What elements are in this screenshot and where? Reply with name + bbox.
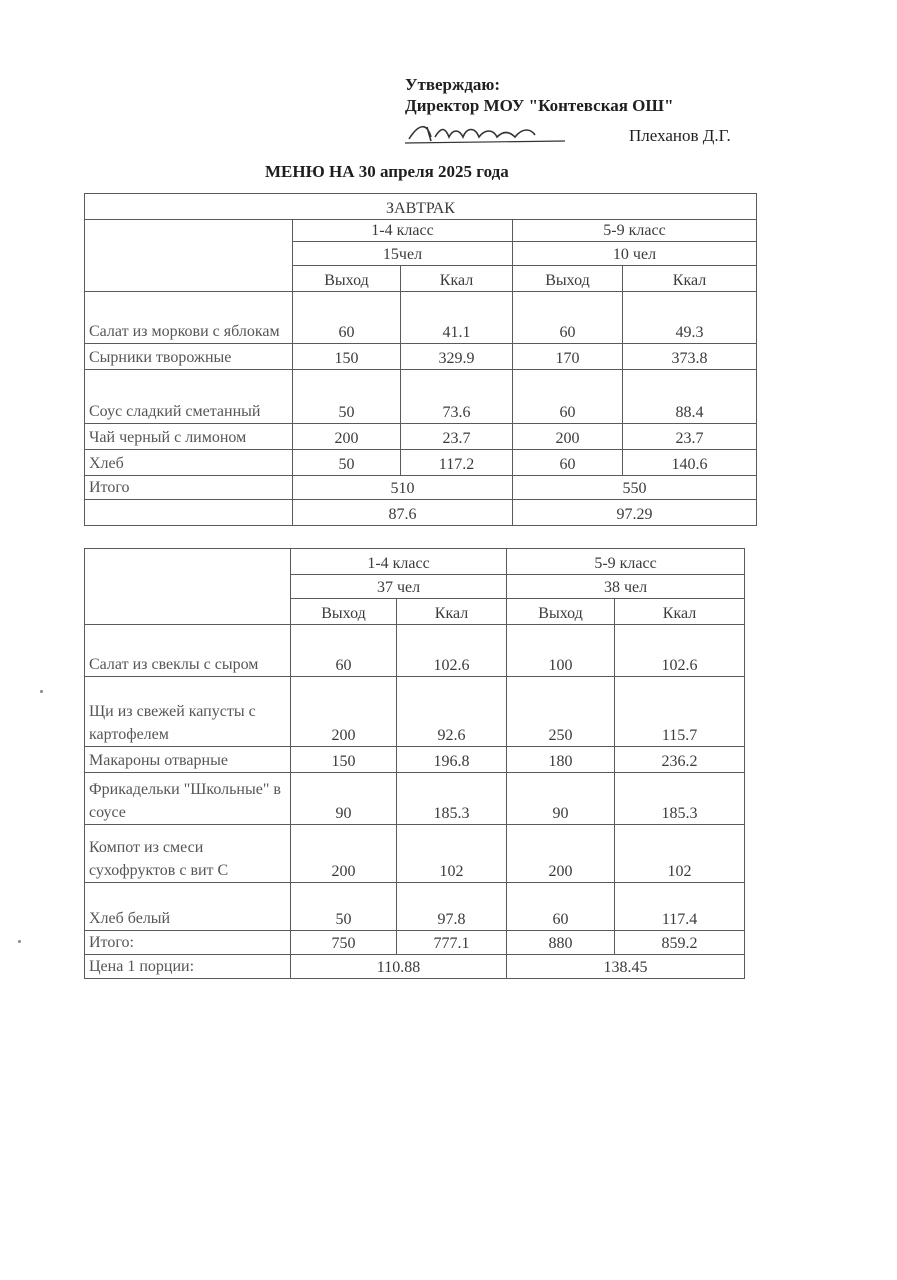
dish-name: Салат из моркови с яблокам — [85, 292, 293, 344]
out-value: 180 — [507, 747, 615, 773]
out-value: 200 — [291, 677, 397, 747]
kcal-value: 102.6 — [615, 625, 745, 677]
out-value: 60 — [513, 292, 623, 344]
out-value: 100 — [507, 625, 615, 677]
total-label: Итого — [85, 476, 293, 500]
kcal-value: 23.7 — [401, 424, 513, 450]
out-value: 90 — [507, 773, 615, 825]
approval-heading: Утверждаю: — [405, 75, 501, 94]
col-header-out: Выход — [513, 266, 623, 292]
kcal-value: 49.3 — [623, 292, 757, 344]
out-value: 60 — [293, 292, 401, 344]
breakfast-heading: ЗАВТРАК — [85, 194, 757, 220]
out-value: 60 — [291, 625, 397, 677]
dish-name: Хлеб — [85, 450, 293, 476]
out-value: 90 — [291, 773, 397, 825]
total-out-group1: 750 — [291, 931, 397, 955]
out-value: 150 — [293, 344, 401, 370]
col-header-kcal: Ккал — [623, 266, 757, 292]
price-label: Цена 1 порции: — [85, 955, 291, 979]
table-row — [85, 825, 745, 883]
blank-cell — [85, 220, 293, 292]
kcal-value: 329.9 — [401, 344, 513, 370]
kcal-value: 115.7 — [615, 677, 745, 747]
scan-speck — [40, 690, 43, 693]
out-value: 200 — [507, 825, 615, 883]
dish-name: Макароны отварные — [85, 747, 291, 773]
price-group1: 110.88 — [291, 955, 507, 979]
dish-name: Хлеб белый — [85, 883, 291, 931]
dish-name: Чай черный с лимоном — [85, 424, 293, 450]
out-value: 60 — [513, 370, 623, 424]
kcal-value: 236.2 — [615, 747, 745, 773]
dish-name: Щи из свежей капусты с картофелем — [85, 677, 291, 747]
dish-name: Соус сладкий сметанный — [85, 370, 293, 424]
total-kcal-group2: 859.2 — [615, 931, 745, 955]
out-value: 50 — [291, 883, 397, 931]
blank-cell — [85, 549, 291, 625]
out-value: 250 — [507, 677, 615, 747]
total-out-group2: 880 — [507, 931, 615, 955]
lunch-group2-label: 5-9 класс — [507, 549, 745, 575]
breakfast-group2-count: 10 чел — [513, 242, 757, 266]
kcal-value: 185.3 — [615, 773, 745, 825]
table-row — [85, 773, 745, 825]
kcal-value: 88.4 — [623, 370, 757, 424]
out-value: 200 — [291, 825, 397, 883]
kcal-value: 117.2 — [401, 450, 513, 476]
col-header-kcal: Ккал — [615, 599, 745, 625]
table-row — [85, 747, 745, 773]
approval-position: Директор МОУ "Контевская ОШ" — [405, 96, 674, 116]
dish-name: Компот из смеси сухофруктов с вит С — [85, 825, 291, 883]
kcal-value: 97.8 — [397, 883, 507, 931]
total-group1: 510 — [293, 476, 513, 500]
lunch-group1-count: 37 чел — [291, 575, 507, 599]
table-row — [85, 370, 757, 424]
kcal-value: 117.4 — [615, 883, 745, 931]
dish-name: Салат из свеклы с сыром — [85, 625, 291, 677]
kcal-value: 373.8 — [623, 344, 757, 370]
breakfast-table — [84, 193, 757, 526]
kcal-value: 102 — [397, 825, 507, 883]
table-row — [85, 292, 757, 344]
lunch-table — [84, 548, 745, 979]
kcal-value: 102 — [615, 825, 745, 883]
total-kcal-group1: 777.1 — [397, 931, 507, 955]
out-value: 60 — [507, 883, 615, 931]
breakfast-group2-label: 5-9 класс — [513, 220, 757, 242]
approval-block — [405, 74, 785, 147]
kcal-value: 140.6 — [623, 450, 757, 476]
kcal-value: 23.7 — [623, 424, 757, 450]
price-group1: 87.6 — [293, 500, 513, 526]
table-row — [85, 677, 745, 747]
price-group2: 97.29 — [513, 500, 757, 526]
col-header-out: Выход — [507, 599, 615, 625]
table-row — [85, 625, 745, 677]
kcal-value: 102.6 — [397, 625, 507, 677]
lunch-group1-label: 1-4 класс — [291, 549, 507, 575]
lunch-price-row — [85, 955, 745, 979]
kcal-value: 92.6 — [397, 677, 507, 747]
breakfast-group-row — [85, 220, 757, 242]
out-value: 150 — [291, 747, 397, 773]
col-header-kcal: Ккал — [401, 266, 513, 292]
out-value: 50 — [293, 370, 401, 424]
kcal-value: 185.3 — [397, 773, 507, 825]
table-row — [85, 883, 745, 931]
table-row — [85, 344, 757, 370]
kcal-value: 73.6 — [401, 370, 513, 424]
signature-row — [405, 117, 785, 147]
handwritten-signature — [405, 119, 565, 145]
out-value: 170 — [513, 344, 623, 370]
total-group2: 550 — [513, 476, 757, 500]
lunch-group2-count: 38 чел — [507, 575, 745, 599]
dish-name: Сырники творожные — [85, 344, 293, 370]
total-label: Итого: — [85, 931, 291, 955]
signatory-name: Плеханов Д.Г. — [629, 125, 731, 145]
blank-cell — [85, 500, 293, 526]
menu-title: МЕНЮ НА 30 апреля 2025 года — [265, 162, 509, 181]
table-row — [85, 450, 757, 476]
breakfast-group1-label: 1-4 класс — [293, 220, 513, 242]
lunch-group-row — [85, 549, 745, 575]
out-value: 200 — [513, 424, 623, 450]
out-value: 200 — [293, 424, 401, 450]
out-value: 60 — [513, 450, 623, 476]
breakfast-price-row — [85, 500, 757, 526]
scan-speck — [18, 940, 21, 943]
kcal-value: 196.8 — [397, 747, 507, 773]
table-row — [85, 424, 757, 450]
kcal-value: 41.1 — [401, 292, 513, 344]
col-header-out: Выход — [291, 599, 397, 625]
dish-name: Фрикадельки "Школьные" в соусе — [85, 773, 291, 825]
out-value: 50 — [293, 450, 401, 476]
breakfast-total-row — [85, 476, 757, 500]
breakfast-heading-row — [85, 194, 757, 220]
breakfast-group1-count: 15чел — [293, 242, 513, 266]
col-header-out: Выход — [293, 266, 401, 292]
lunch-total-row — [85, 931, 745, 955]
price-group2: 138.45 — [507, 955, 745, 979]
col-header-kcal: Ккал — [397, 599, 507, 625]
